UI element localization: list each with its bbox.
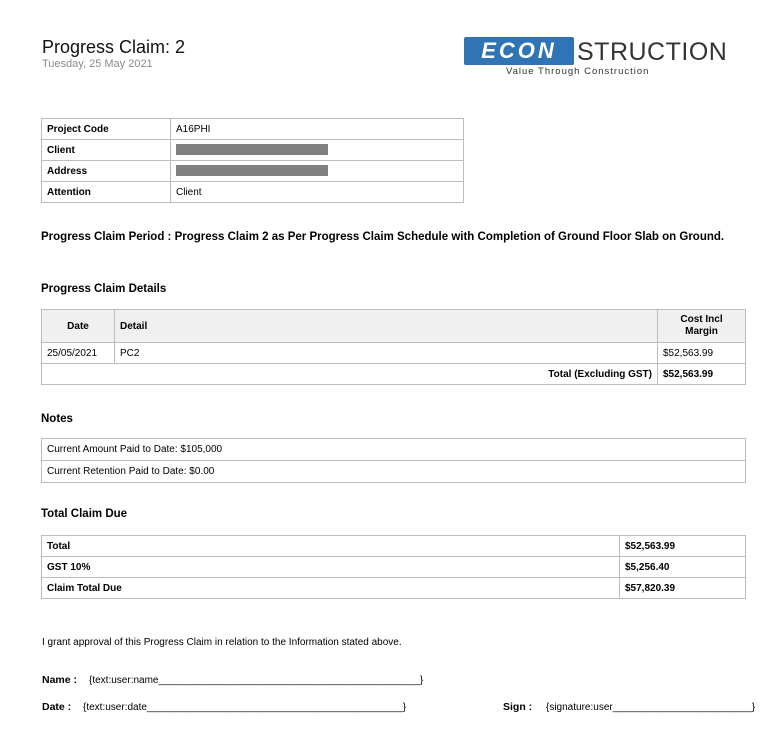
claim-date: Tuesday, 25 May 2021 (42, 58, 153, 70)
table-row (42, 461, 746, 483)
details-heading: Progress Claim Details (41, 283, 167, 295)
gst-value: $5,256.40 (620, 557, 746, 578)
claim-period: Progress Claim Period : Progress Claim 2 as Per Progress Claim Schedule with Completion of Ground Floor Slab on Ground. (41, 231, 725, 243)
notes-table (41, 438, 746, 483)
client-value (171, 140, 464, 161)
company-logo (464, 37, 728, 79)
project-info-table (41, 118, 464, 203)
notes-heading: Notes (41, 413, 73, 425)
claim-heading: Total Claim Due (41, 508, 128, 520)
details-table (41, 309, 746, 385)
table-row (42, 161, 464, 182)
project-code-label: Project Code (42, 119, 171, 140)
row-date: 25/05/2021 (42, 343, 115, 364)
date-label: Date : (42, 701, 72, 713)
total-value: $52,563.99 (658, 364, 746, 385)
note-retention-paid: Current Retention Paid to Date: $0.00 (42, 461, 746, 483)
redaction-bar (176, 165, 328, 176)
signature-field[interactable]: {signature:user_________________________} (546, 702, 756, 713)
gst-label: GST 10% (42, 557, 620, 578)
logo-wordmark: STRUCTION (577, 38, 728, 66)
table-row (42, 140, 464, 161)
row-detail: PC2 (115, 343, 658, 364)
claim-table (41, 535, 746, 599)
table-row (42, 557, 746, 578)
address-label: Address (42, 161, 171, 182)
page-title: Progress Claim: 2 (42, 37, 186, 57)
approval-statement: I grant approval of this Progress Claim in relation to the Information stated above. (42, 637, 402, 648)
address-value (171, 161, 464, 182)
claim-due-value: $57,820.39 (620, 578, 746, 599)
project-code-value: A16PHI (171, 119, 464, 140)
total-label: Total (Excluding GST) (42, 364, 658, 385)
date-field[interactable]: {text:user:date______________________________________________} (83, 702, 407, 713)
client-label: Client (42, 140, 171, 161)
row-cost: $52,563.99 (658, 343, 746, 364)
note-amount-paid: Current Amount Paid to Date: $105,000 (42, 439, 746, 461)
name-field[interactable]: {text:user:name_______________________________________________} (89, 675, 424, 686)
name-label: Name : (42, 674, 78, 686)
table-header-row (42, 310, 746, 343)
table-row (42, 439, 746, 461)
column-detail: Detail (115, 310, 658, 343)
redaction-bar (176, 144, 328, 155)
attention-value: Client (171, 182, 464, 203)
table-row (42, 343, 746, 364)
table-row (42, 578, 746, 599)
logo-mark: ECON (464, 37, 574, 65)
claim-total-label: Total (42, 536, 620, 557)
sign-label: Sign : (503, 701, 533, 713)
claim-due-label: Claim Total Due (42, 578, 620, 599)
attention-label: Attention (42, 182, 171, 203)
table-row (42, 182, 464, 203)
logo-tagline: Value Through Construction (506, 66, 650, 77)
table-row (42, 119, 464, 140)
column-date: Date (42, 310, 115, 343)
table-row (42, 536, 746, 557)
column-cost: Cost Incl Margin (658, 310, 746, 343)
claim-total-value: $52,563.99 (620, 536, 746, 557)
table-total-row (42, 364, 746, 385)
